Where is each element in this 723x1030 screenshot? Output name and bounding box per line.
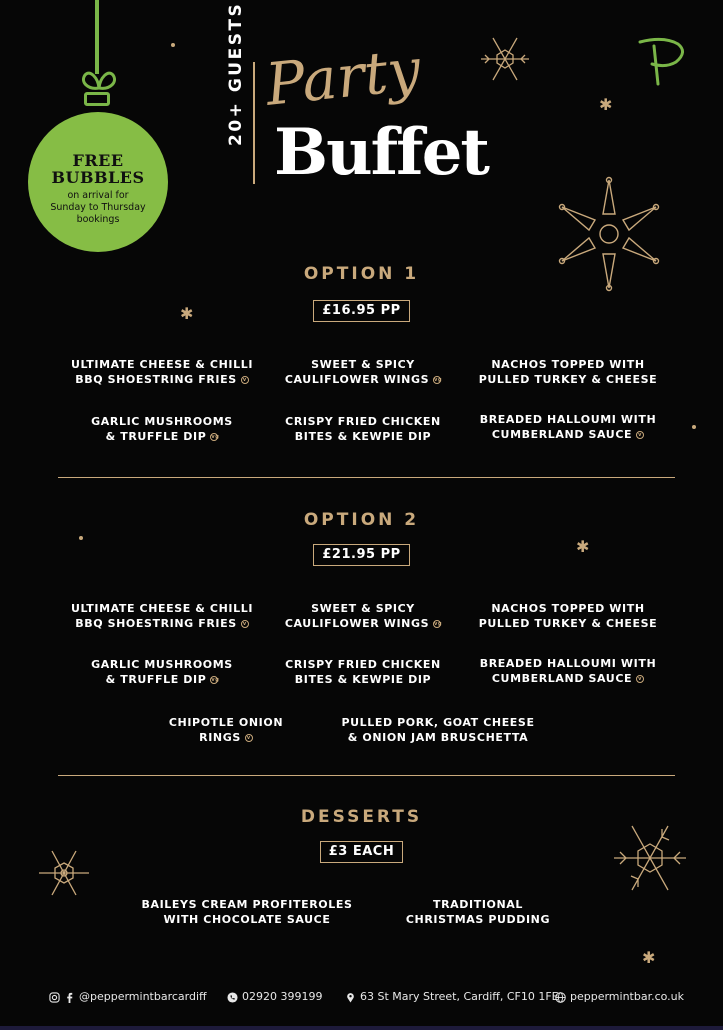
section-divider [58,775,675,776]
footer-website [555,990,684,1004]
decor-dot [692,425,696,429]
title-divider [253,62,255,184]
star-icon: ✱ [180,304,194,323]
vegan-icon: vg [211,434,220,440]
globe-icon [555,992,566,1003]
menu-item: GARLIC MUSHROOMS & TRUFFLE DIP vg [91,658,233,686]
phone-icon [227,992,238,1003]
menu-item: CHIPOTLE ONION RINGS v [168,716,284,744]
vegetarian-icon: v [245,734,253,742]
peppermint-p-logo [636,36,688,86]
vegan-icon: vg [434,377,443,383]
menu-item: ULTIMATE CHEESE & CHILLI BBQ SHOESTRING FRIES v [70,358,254,386]
menu-item: ULTIMATE CHEESE & CHILLI BBQ SHOESTRING FRIES v [70,602,254,630]
snowflake-icon [478,34,532,84]
footer-website-link[interactable]: peppermintbar.co.uk [570,990,685,1003]
desserts-title: DESSERTS [300,807,423,827]
star-icon: ✱ [642,948,656,967]
guests-label: 20+ GUESTS [226,1,246,146]
location-pin-icon [345,992,356,1003]
vegetarian-icon: v [636,431,644,439]
option2-title: OPTION 2 [303,510,420,530]
menu-item: BREADED HALLOUMI WITH CUMBERLAND SAUCE v [479,413,657,441]
bottom-edge [0,1026,723,1030]
menu-item: CRISPY FRIED CHICKEN BITES & KEWPIE DIP [285,658,441,686]
menu-item: SWEET & SPICY CAULIFLOWER WINGS vg [284,358,443,386]
menu-item: BAILEYS CREAM PROFITEROLES WITH CHOCOLATE SAUCE [141,898,353,926]
ornament-text-line3: bookings [76,214,120,225]
footer-address [345,990,559,1004]
vegetarian-icon: v [636,675,644,683]
ornament-title-line2: BUBBLES [51,168,145,187]
decor-dot [171,43,175,47]
option1-price-badge: £16.95 PP [313,300,409,322]
footer-address-text: 63 St Mary Street, Cardiff, CF10 1FE [360,990,559,1003]
desserts-price-badge: £3 EACH [320,841,403,863]
option1-price [0,299,723,322]
ornament-cap [84,92,110,106]
footer [0,990,723,1006]
menu-item: NACHOS TOPPED WITH PULLED TURKEY & CHEESE [478,358,658,386]
decor-dot [79,536,83,540]
ornament-title-line1: FREE [72,151,124,170]
menu-item: CRISPY FRIED CHICKEN BITES & KEWPIE DIP [285,415,441,443]
menu-item: NACHOS TOPPED WITH PULLED TURKEY & CHEESE [478,602,658,630]
title-script: Party [262,35,424,119]
menu-item: PULLED PORK, GOAT CHEESE & ONION JAM BRUSCHETTA [341,716,535,744]
footer-social-handle[interactable]: @peppermintbarcardiff [79,990,207,1003]
star-icon: ✱ [599,95,613,114]
vegan-icon: vg [211,677,220,683]
footer-phone [227,990,322,1004]
footer-phone-number[interactable]: 02920 399199 [242,990,323,1003]
star-icon: ✱ [576,537,590,556]
ornament-string [95,0,99,74]
ornament-text-line1: on arrival for [67,190,129,201]
menu-item: SWEET & SPICY CAULIFLOWER WINGS vg [284,602,443,630]
vegetarian-icon: v [241,620,249,628]
title-bold: Buffet [274,115,488,190]
option1-title: OPTION 1 [303,264,420,284]
instagram-icon[interactable] [49,992,60,1003]
free-bubbles-ornament [28,112,168,252]
vegetarian-icon: v [241,376,249,384]
facebook-icon[interactable] [64,992,75,1003]
menu-item: TRADITIONAL CHRISTMAS PUDDING [405,898,551,926]
option2-price-badge: £21.95 PP [313,544,409,566]
menu-item: BREADED HALLOUMI WITH CUMBERLAND SAUCE v [479,657,657,685]
menu-item: GARLIC MUSHROOMS & TRUFFLE DIP vg [91,415,233,443]
section-divider [58,477,675,478]
ornament-text-line2: Sunday to Thursday [50,202,146,213]
vegan-icon: vg [434,621,443,627]
option2-price [0,543,723,566]
desserts-price [0,840,723,863]
footer-social [49,990,207,1004]
